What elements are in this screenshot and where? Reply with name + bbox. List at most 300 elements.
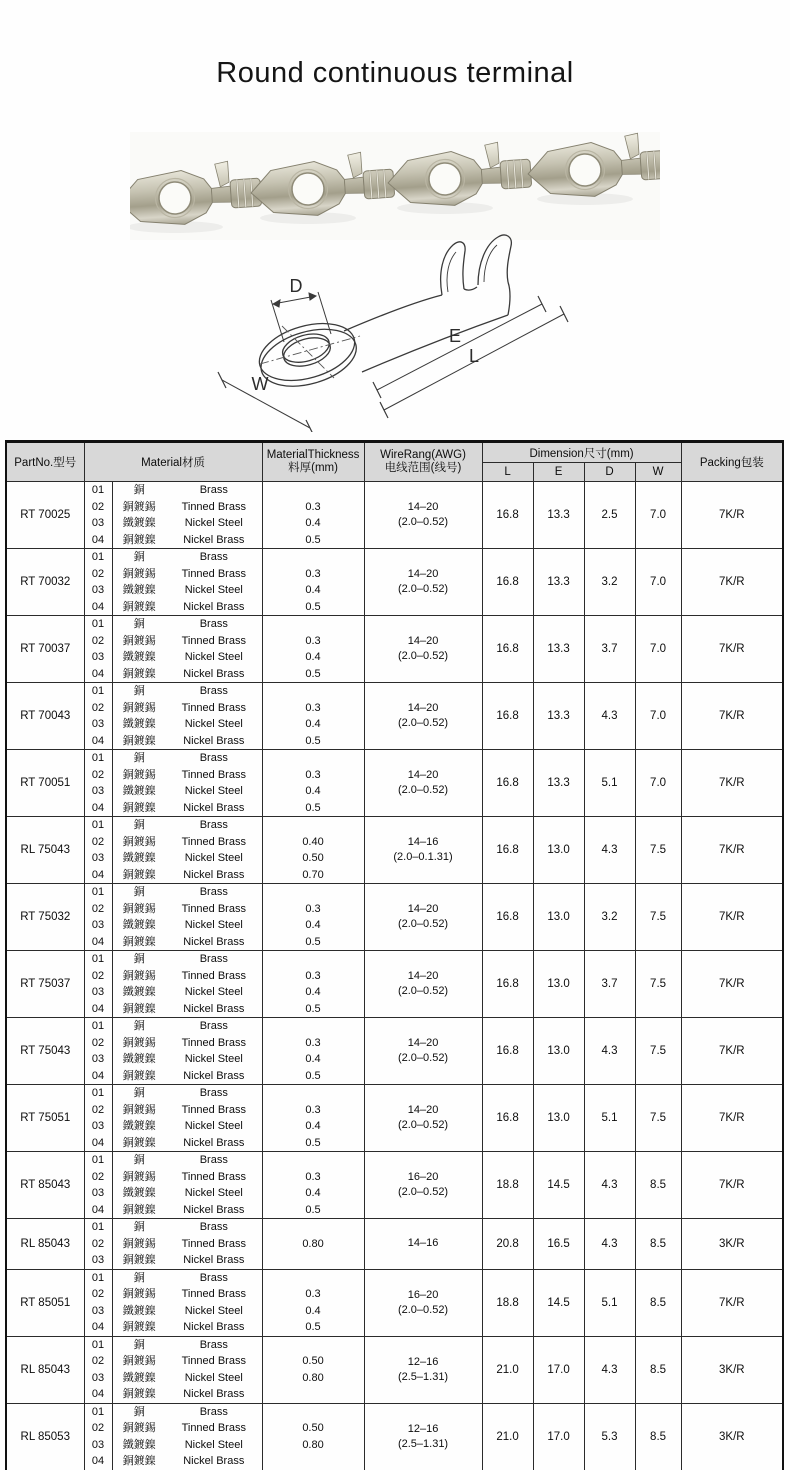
material-no-cell xyxy=(84,1018,112,1085)
material-en-cell xyxy=(166,1018,262,1085)
dimension-w-cell: 7.0 xyxy=(635,750,681,817)
thickness-value xyxy=(263,1219,364,1236)
material-en-cell xyxy=(166,482,262,549)
label-l: L xyxy=(468,346,480,366)
thickness-value: 0.5 xyxy=(305,1136,321,1149)
material-name-en: Tinned Brass xyxy=(181,500,246,513)
material-no: 04 xyxy=(91,1069,105,1082)
material-name-cn: 銅 xyxy=(133,685,145,697)
packing-cell: 3K/R xyxy=(681,1336,783,1403)
material-name-cn: 鐵鍍鎳 xyxy=(122,986,156,998)
dimension-w-cell: 7.0 xyxy=(635,482,681,549)
material-name-en: Tinned Brass xyxy=(181,835,246,848)
material-name-en: Nickel Steel xyxy=(184,718,243,730)
dimension-d-cell: 5.1 xyxy=(584,1269,635,1336)
wire-range-line: 16–20 xyxy=(407,1171,439,1183)
material-name-en: Tinned Brass xyxy=(181,634,246,647)
material-no: 03 xyxy=(91,718,105,730)
thickness-cell xyxy=(262,1085,364,1152)
packing-cell: 7K/R xyxy=(681,750,783,817)
wire-range-cell xyxy=(364,1018,482,1085)
thickness-value: 0.50 xyxy=(302,852,324,864)
material-name-en: Nickel Steel xyxy=(184,785,243,797)
material-name-cn: 銅鍍鎳 xyxy=(122,667,156,680)
thickness-value: 0.5 xyxy=(305,533,321,546)
packing-cell: 7K/R xyxy=(681,549,783,616)
thickness-value: 0.4 xyxy=(305,1053,321,1065)
thickness-value: 0.5 xyxy=(305,734,321,747)
table-row xyxy=(6,817,783,884)
material-no: 01 xyxy=(91,1221,105,1233)
dimension-w-cell: 8.5 xyxy=(635,1336,681,1403)
material-name-en: Nickel Brass xyxy=(183,935,245,948)
material-name-en: Nickel Steel xyxy=(184,1371,243,1384)
material-cn-cell xyxy=(112,1219,166,1270)
material-no: 01 xyxy=(91,953,105,965)
material-no: 03 xyxy=(91,1254,105,1267)
material-name-en: Brass xyxy=(199,1221,228,1233)
material-en-cell xyxy=(166,1219,262,1270)
thickness-value: 0.5 xyxy=(305,667,321,680)
thickness-value: 0.4 xyxy=(305,517,321,529)
header-dim-d: D xyxy=(584,463,635,482)
wire-range-line: (2.0–0.52) xyxy=(397,516,449,528)
table-row xyxy=(6,1152,783,1219)
thickness-value: 0.4 xyxy=(305,584,321,596)
material-no: 04 xyxy=(91,600,105,613)
material-no-cell xyxy=(84,1085,112,1152)
part-no-cell: RT 70043 xyxy=(6,683,84,750)
table-row xyxy=(6,1403,783,1470)
material-name-cn: 銅 xyxy=(133,819,145,831)
material-name-cn: 銅 xyxy=(133,1087,145,1099)
terminal-chain-image xyxy=(130,132,660,240)
wire-range-line: 12–16 xyxy=(407,1355,439,1368)
material-name-en: Nickel Steel xyxy=(184,1053,243,1065)
material-name-en: Nickel Steel xyxy=(184,1187,243,1199)
header-part-no: PartNo.型号 xyxy=(6,442,84,482)
dimension-e-cell: 13.3 xyxy=(533,482,584,549)
material-no-cell xyxy=(84,817,112,884)
material-name-cn: 銅鍍鎳 xyxy=(122,868,156,881)
header-wire-en: WireRang(AWG) xyxy=(380,449,466,461)
wire-range-line: 16–20 xyxy=(407,1288,439,1301)
part-no-cell: RT 75051 xyxy=(6,1085,84,1152)
wire-range-cell xyxy=(364,683,482,750)
material-no: 01 xyxy=(91,1338,105,1351)
thickness-value xyxy=(263,817,364,834)
thickness-value: 0.3 xyxy=(305,1288,321,1301)
material-name-cn: 銅鍍鎳 xyxy=(122,1254,156,1267)
material-name-cn: 鐵鍍鎳 xyxy=(122,584,156,596)
thickness-value: 0.40 xyxy=(302,835,324,848)
material-no: 02 xyxy=(91,902,105,915)
material-name-cn: 鐵鍍鎳 xyxy=(122,651,156,663)
material-no: 02 xyxy=(91,1355,105,1368)
part-no-cell: RT 75043 xyxy=(6,1018,84,1085)
material-name-en: Nickel Brass xyxy=(183,600,245,613)
wire-range-line: 14–20 xyxy=(407,635,439,647)
material-name-en: Brass xyxy=(199,819,228,831)
table-row xyxy=(6,616,783,683)
material-name-en: Nickel Brass xyxy=(183,667,245,680)
material-no: 01 xyxy=(91,886,105,898)
wire-range-cell xyxy=(364,549,482,616)
material-name-cn: 銅鍍錫 xyxy=(122,634,156,647)
wire-range-cell xyxy=(364,884,482,951)
material-name-en: Tinned Brass xyxy=(181,1103,246,1116)
material-no-cell xyxy=(84,1269,112,1336)
material-no: 01 xyxy=(91,551,105,563)
material-name-cn: 銅鍍錫 xyxy=(122,500,156,513)
material-name-cn: 銅 xyxy=(133,551,145,563)
wire-range-line: 14–20 xyxy=(407,1104,439,1116)
material-name-en: Tinned Brass xyxy=(181,1288,246,1301)
material-no: 03 xyxy=(91,651,105,663)
wire-range-line: (2.0–0.52) xyxy=(397,1119,449,1131)
material-no: 04 xyxy=(91,1455,105,1468)
material-name-cn: 銅 xyxy=(133,1154,145,1166)
spec-table xyxy=(5,440,784,1470)
dimension-e-cell: 13.0 xyxy=(533,884,584,951)
thickness-cell xyxy=(262,1018,364,1085)
thickness-value: 0.3 xyxy=(305,567,321,580)
thickness-cell xyxy=(262,817,364,884)
material-name-cn: 銅鍍錫 xyxy=(122,902,156,915)
dimension-l-cell: 16.8 xyxy=(482,683,533,750)
material-name-en: Nickel Steel xyxy=(184,651,243,663)
header-wire-cn: 电线范围(线号) xyxy=(384,462,462,474)
material-no-cell xyxy=(84,1336,112,1403)
thickness-value xyxy=(263,951,364,968)
material-cn-cell xyxy=(112,1336,166,1403)
material-name-en: Brass xyxy=(199,1271,228,1284)
material-name-cn: 銅鍍錫 xyxy=(122,835,156,848)
material-no: 03 xyxy=(91,1304,105,1317)
thickness-value xyxy=(263,1386,364,1403)
wire-range-line: 14–20 xyxy=(407,769,439,781)
material-name-en: Nickel Steel xyxy=(184,919,243,931)
material-name-en: Tinned Brass xyxy=(181,567,246,580)
wire-range-line: (2.5–1.31) xyxy=(397,1437,449,1450)
material-en-cell xyxy=(166,683,262,750)
packing-cell: 3K/R xyxy=(681,1403,783,1470)
dimension-l-cell: 16.8 xyxy=(482,884,533,951)
material-no: 01 xyxy=(91,1087,105,1099)
material-cn-cell xyxy=(112,817,166,884)
material-cn-cell xyxy=(112,549,166,616)
material-name-en: Tinned Brass xyxy=(181,969,246,982)
material-name-en: Tinned Brass xyxy=(181,1355,246,1368)
material-name-cn: 銅鍍錫 xyxy=(122,1355,156,1368)
table-row xyxy=(6,750,783,817)
material-name-cn: 銅鍍鎳 xyxy=(122,1388,156,1401)
wire-range-cell xyxy=(364,817,482,884)
packing-cell: 7K/R xyxy=(681,1018,783,1085)
material-name-cn: 銅鍍鎳 xyxy=(122,600,156,613)
table-row xyxy=(6,683,783,750)
wire-range-line: 14–20 xyxy=(407,1037,439,1049)
wire-range-cell xyxy=(364,1403,482,1470)
material-no: 04 xyxy=(91,1002,105,1015)
material-en-cell xyxy=(166,1152,262,1219)
header-dim-e: E xyxy=(533,463,584,482)
table-row xyxy=(6,1018,783,1085)
thickness-value xyxy=(263,1018,364,1035)
part-no-cell: RT 75037 xyxy=(6,951,84,1018)
dimension-d-cell: 5.3 xyxy=(584,1403,635,1470)
thickness-cell xyxy=(262,683,364,750)
thickness-value: 0.50 xyxy=(302,1355,324,1368)
material-name-cn: 鐵鍍鎳 xyxy=(122,785,156,797)
wire-range-line: (2.0–0.52) xyxy=(397,1052,449,1064)
wire-range-line: (2.0–0.52) xyxy=(397,918,449,930)
material-no-cell xyxy=(84,482,112,549)
header-dim-w: W xyxy=(635,463,681,482)
material-name-en: Brass xyxy=(199,953,228,965)
material-name-en: Nickel Brass xyxy=(183,801,245,814)
thickness-value xyxy=(263,616,364,633)
material-en-cell xyxy=(166,1403,262,1470)
thickness-value xyxy=(263,549,364,566)
packing-cell: 7K/R xyxy=(681,1085,783,1152)
dimension-d-cell: 4.3 xyxy=(584,683,635,750)
material-name-en: Nickel Brass xyxy=(183,1002,245,1015)
thickness-value: 0.3 xyxy=(305,634,321,647)
packing-cell: 7K/R xyxy=(681,616,783,683)
material-no-cell xyxy=(84,884,112,951)
table-row xyxy=(6,951,783,1018)
wire-range-line: 14–20 xyxy=(407,702,439,714)
material-name-cn: 銅 xyxy=(133,1221,145,1233)
material-en-cell xyxy=(166,1336,262,1403)
thickness-value xyxy=(263,1270,364,1287)
part-no-cell: RT 85043 xyxy=(6,1152,84,1219)
label-e: E xyxy=(448,326,462,346)
dimension-d-cell: 4.3 xyxy=(584,1018,635,1085)
dimension-w-cell: 8.5 xyxy=(635,1152,681,1219)
dimension-d-cell: 5.1 xyxy=(584,750,635,817)
material-name-cn: 銅鍍錫 xyxy=(122,768,156,781)
packing-cell: 7K/R xyxy=(681,1152,783,1219)
thickness-cell xyxy=(262,1269,364,1336)
dimension-w-cell: 7.0 xyxy=(635,549,681,616)
table-row xyxy=(6,482,783,549)
material-name-cn: 銅 xyxy=(133,953,145,965)
material-no: 03 xyxy=(91,1371,105,1384)
thickness-value xyxy=(263,683,364,700)
thickness-value: 0.5 xyxy=(305,1321,321,1334)
thickness-value: 0.4 xyxy=(305,919,321,931)
material-name-cn: 銅 xyxy=(133,618,145,630)
material-cn-cell xyxy=(112,683,166,750)
material-name-cn: 銅鍍鎳 xyxy=(122,1002,156,1015)
material-name-en: Brass xyxy=(199,484,228,496)
material-no: 03 xyxy=(91,517,105,529)
wire-range-cell xyxy=(364,1219,482,1270)
material-name-en: Brass xyxy=(199,1338,228,1351)
packing-cell: 7K/R xyxy=(681,951,783,1018)
material-no: 03 xyxy=(91,852,105,864)
material-no: 03 xyxy=(91,785,105,797)
wire-range-line: (2.0–0.52) xyxy=(397,1186,449,1198)
material-no: 02 xyxy=(91,1036,105,1049)
part-no-cell: RL 85043 xyxy=(6,1336,84,1403)
dimension-e-cell: 17.0 xyxy=(533,1403,584,1470)
thickness-value xyxy=(263,1337,364,1354)
dimension-e-cell: 13.0 xyxy=(533,951,584,1018)
dimension-w-cell: 8.5 xyxy=(635,1219,681,1270)
thickness-value: 0.80 xyxy=(302,1237,324,1250)
dimension-w-cell: 7.5 xyxy=(635,951,681,1018)
dimension-e-cell: 13.3 xyxy=(533,750,584,817)
material-no: 01 xyxy=(91,1405,105,1418)
material-no-cell xyxy=(84,683,112,750)
thickness-value: 0.80 xyxy=(302,1371,324,1384)
dimension-w-cell: 8.5 xyxy=(635,1403,681,1470)
material-name-cn: 銅鍍鎳 xyxy=(122,801,156,814)
material-no: 02 xyxy=(91,835,105,848)
header-thickness xyxy=(262,442,364,482)
dimension-l-cell: 16.8 xyxy=(482,951,533,1018)
dimension-e-cell: 13.0 xyxy=(533,1085,584,1152)
material-cn-cell xyxy=(112,1085,166,1152)
material-no: 03 xyxy=(91,1438,105,1451)
thickness-cell xyxy=(262,1403,364,1470)
thickness-value: 0.3 xyxy=(305,902,321,915)
header-material: Material材质 xyxy=(84,442,262,482)
thickness-value: 0.5 xyxy=(305,600,321,613)
thickness-cell xyxy=(262,1152,364,1219)
material-no-cell xyxy=(84,1152,112,1219)
dimension-d-cell: 4.3 xyxy=(584,1152,635,1219)
thickness-value: 0.70 xyxy=(302,868,324,881)
material-no: 02 xyxy=(91,1237,105,1250)
material-name-en: Brass xyxy=(199,1405,228,1418)
thickness-cell xyxy=(262,1219,364,1270)
material-name-cn: 銅鍍錫 xyxy=(122,1170,156,1183)
material-name-en: Nickel Steel xyxy=(184,517,243,529)
thickness-value xyxy=(263,750,364,767)
thickness-value: 0.3 xyxy=(305,969,321,982)
dimension-d-cell: 3.2 xyxy=(584,549,635,616)
thickness-value: 0.3 xyxy=(305,500,321,513)
material-cn-cell xyxy=(112,884,166,951)
material-en-cell xyxy=(166,750,262,817)
thickness-value: 0.5 xyxy=(305,1203,321,1216)
material-no: 04 xyxy=(91,868,105,881)
wire-range-line: (2.0–0.1.31) xyxy=(393,851,453,863)
material-name-cn: 鐵鍍鎳 xyxy=(122,1053,156,1065)
part-no-cell: RL 85053 xyxy=(6,1403,84,1470)
thickness-value: 0.3 xyxy=(305,768,321,781)
material-no: 04 xyxy=(91,1321,105,1334)
material-name-cn: 銅鍍錫 xyxy=(122,1288,156,1301)
dimension-l-cell: 16.8 xyxy=(482,549,533,616)
header-packing: Packing包装 xyxy=(681,442,783,482)
material-no-cell xyxy=(84,1403,112,1470)
material-no: 01 xyxy=(91,618,105,630)
material-no: 02 xyxy=(91,1422,105,1435)
material-no: 02 xyxy=(91,500,105,513)
dimension-w-cell: 7.5 xyxy=(635,817,681,884)
dimension-e-cell: 14.5 xyxy=(533,1269,584,1336)
dimension-l-cell: 21.0 xyxy=(482,1336,533,1403)
part-no-cell: RT 70032 xyxy=(6,549,84,616)
wire-range-line: 14–20 xyxy=(407,501,439,513)
dimension-w-cell: 7.0 xyxy=(635,616,681,683)
material-en-cell xyxy=(166,817,262,884)
material-no: 02 xyxy=(91,634,105,647)
material-name-en: Nickel Brass xyxy=(183,1321,245,1334)
wire-range-line: (2.0–0.52) xyxy=(397,650,449,662)
material-name-en: Nickel Steel xyxy=(184,852,243,864)
thickness-value: 0.4 xyxy=(305,1120,321,1132)
thickness-cell xyxy=(262,951,364,1018)
material-no: 01 xyxy=(91,1020,105,1032)
material-name-cn: 銅鍍鎳 xyxy=(122,1203,156,1216)
material-name-cn: 銅 xyxy=(133,752,145,764)
thickness-cell xyxy=(262,750,364,817)
material-name-en: Nickel Steel xyxy=(184,1438,243,1451)
material-name-cn: 銅 xyxy=(133,1271,145,1284)
wire-range-cell xyxy=(364,951,482,1018)
thickness-cell xyxy=(262,482,364,549)
dimension-l-cell: 16.8 xyxy=(482,1018,533,1085)
header-dimension: Dimension尺寸(mm) xyxy=(482,442,681,463)
wire-range-cell xyxy=(364,482,482,549)
table-row xyxy=(6,549,783,616)
material-en-cell xyxy=(166,1269,262,1336)
wire-range-cell xyxy=(364,1085,482,1152)
material-no: 04 xyxy=(91,1203,105,1216)
packing-cell: 7K/R xyxy=(681,482,783,549)
material-cn-cell xyxy=(112,1403,166,1470)
dimension-e-cell: 14.5 xyxy=(533,1152,584,1219)
material-name-en: Nickel Brass xyxy=(183,1136,245,1149)
thickness-value: 0.4 xyxy=(305,651,321,663)
material-no: 02 xyxy=(91,969,105,982)
wire-range-line: 14–16 xyxy=(407,1237,439,1250)
material-name-en: Nickel Steel xyxy=(184,986,243,998)
material-name-en: Nickel Brass xyxy=(183,1069,245,1082)
material-name-en: Tinned Brass xyxy=(181,902,246,915)
dimension-e-cell: 16.5 xyxy=(533,1219,584,1270)
material-name-cn: 銅鍍鎳 xyxy=(122,1455,156,1468)
label-w: W xyxy=(251,374,269,394)
packing-cell: 3K/R xyxy=(681,1219,783,1270)
material-cn-cell xyxy=(112,1152,166,1219)
material-en-cell xyxy=(166,951,262,1018)
part-no-cell: RL 85043 xyxy=(6,1219,84,1270)
material-name-cn: 銅鍍錫 xyxy=(122,1103,156,1116)
material-name-cn: 銅鍍鎳 xyxy=(122,533,156,546)
dimension-d-cell: 2.5 xyxy=(584,482,635,549)
thickness-value: 0.5 xyxy=(305,1069,321,1082)
thickness-value xyxy=(263,1152,364,1169)
material-no: 01 xyxy=(91,1271,105,1284)
material-en-cell xyxy=(166,1085,262,1152)
material-name-cn: 銅鍍錫 xyxy=(122,1422,156,1435)
material-no: 04 xyxy=(91,801,105,814)
thickness-value xyxy=(263,1085,364,1102)
material-name-cn: 銅 xyxy=(133,886,145,898)
material-no: 04 xyxy=(91,1136,105,1149)
material-no-cell xyxy=(84,951,112,1018)
material-name-en: Brass xyxy=(199,1154,228,1166)
page-title: Round continuous terminal xyxy=(216,57,574,89)
part-no-cell: RT 70037 xyxy=(6,616,84,683)
